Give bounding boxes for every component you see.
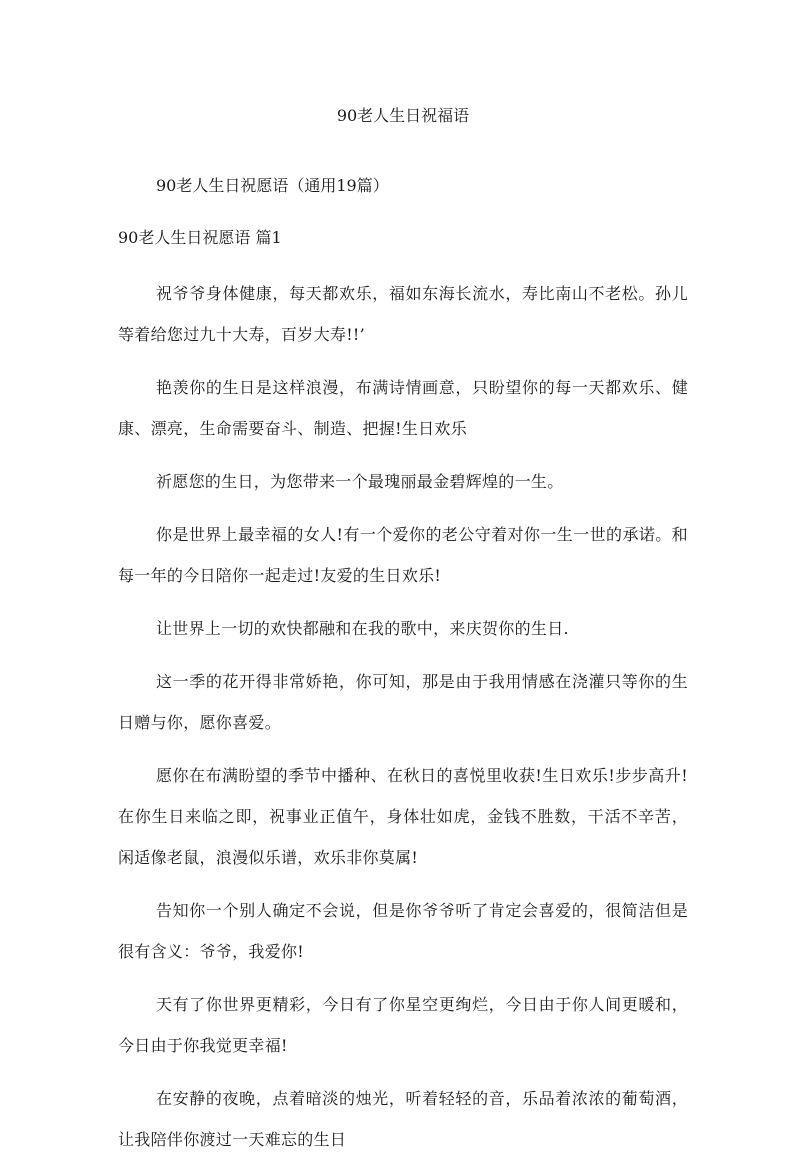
- paragraph: 你是世界上最幸福的女人!有一个爱你的老公守着对你一生一世的承诺。和每一年的今日陪你一起走过!友爱的生日欢乐!: [118, 525, 688, 585]
- paragraph: 这一季的花开得非常娇艳，你可知，那是由于我用情感在浇灌只等你的生日赠与你，愿你喜爱。: [118, 672, 688, 732]
- paragraph: 祈愿您的生日，为您带来一个最瑰丽最金碧辉煌的一生。: [156, 472, 564, 491]
- section-heading: 90老人生日祝愿语 篇1: [118, 228, 282, 247]
- paragraph: 祝爷爷身体健康，每天都欢乐，福如东海长流水，寿比南山不老松。孙儿等着给您过九十大寿，百岁大寿!!’: [118, 284, 688, 344]
- paragraph: 在安静的夜晚，点着暗淡的烛光，听着轻轻的音，乐品着浓浓的葡萄酒，让我陪伴你渡过一天难忘的生日: [118, 1089, 688, 1149]
- paragraph: 天有了你世界更精彩，今日有了你星空更绚烂，今日由于你人间更暖和，今日由于你我觉更幸福!: [118, 995, 688, 1055]
- document-subtitle: 90老人生日祝愿语（通用19篇）: [156, 176, 389, 195]
- document-title: 90老人生日祝福语: [336, 106, 470, 125]
- paragraph: 愿你在布满盼望的季节中播种、在秋日的喜悦里收获!生日欢乐!步步高升!在你生日来临之即，祝事业正值午，身体壮如虎，金钱不胜数，干活不辛苦，闲适像老鼠，浪漫似乐谱，欢乐非你莫属!: [118, 766, 688, 867]
- paragraph: 让世界上一切的欢快都融和在我的歌中，来庆贺你的生日.: [156, 619, 569, 638]
- paragraph: 告知你一个别人确定不会说，但是你爷爷听了肯定会喜爱的，很简洁但是很有含义：爷爷，我爱你!: [118, 901, 688, 961]
- paragraph: 艳羡你的生日是这样浪漫，布满诗情画意，只盼望你的每一天都欢乐、健康、漂亮，生命需要奋斗、制造、把握!生日欢乐: [118, 378, 688, 438]
